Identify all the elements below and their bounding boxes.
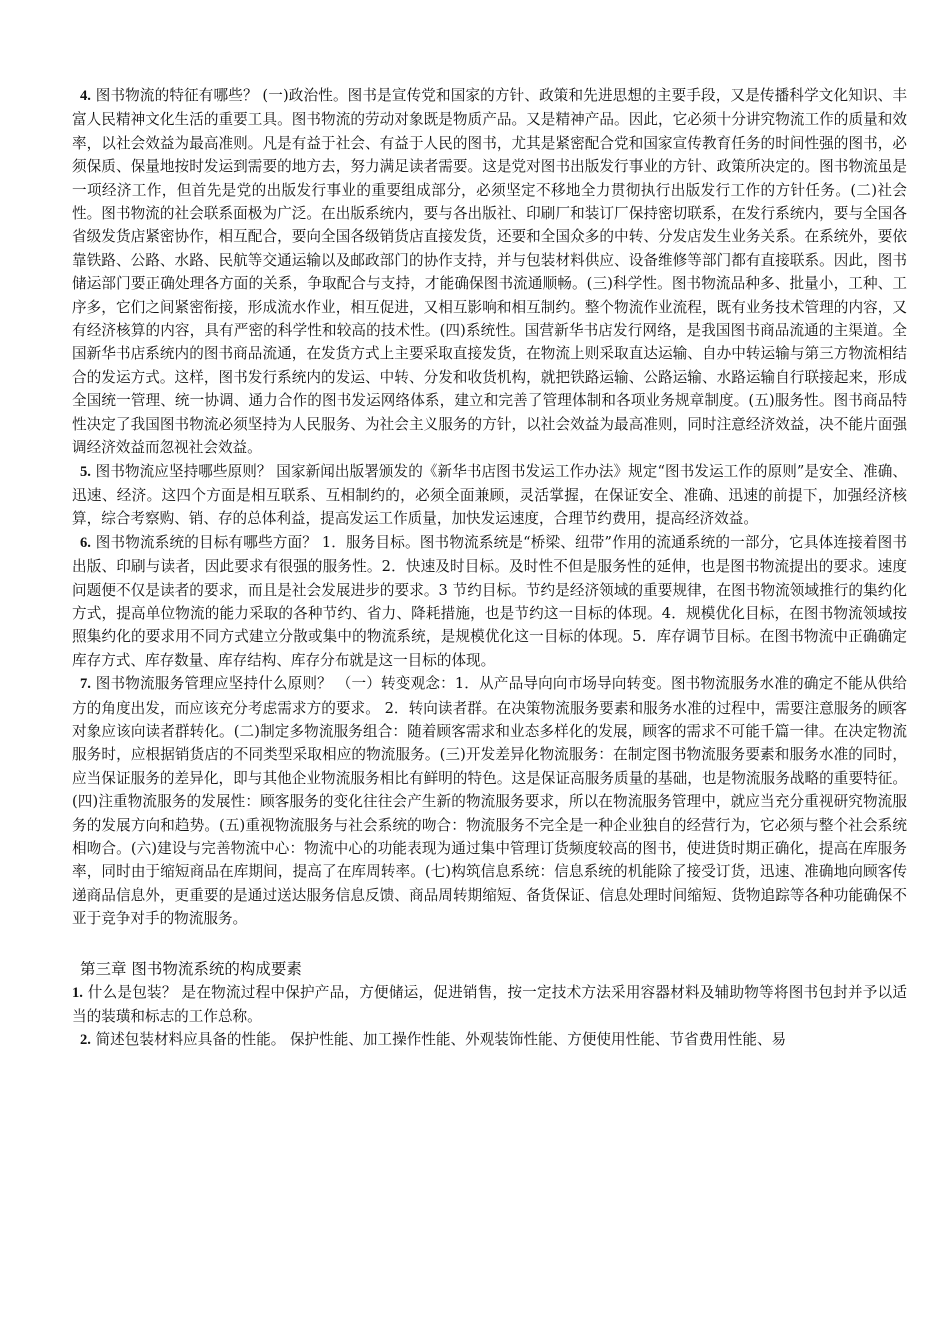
- question-text: 简述包装材料应具备的性能。 保护性能、加工操作性能、外观装饰性能、方便使用性能、节省费用性能、易: [90, 1031, 787, 1049]
- chapter-question-2: [72, 1028, 907, 1052]
- chapter-question-1: [72, 981, 907, 1029]
- question-number: 2.: [80, 1032, 91, 1049]
- question-number: 7.: [80, 676, 91, 693]
- document-page: [72, 84, 907, 1053]
- question-text: 图书物流的特征有哪些？ (一)政治性。图书是宣传党和国家的方针、政策和先进思想的主要手段，又是传播科学文化知识、丰富人民精神文化生活的重要工具。图书物流的劳动对象既是物质产品。又是精神产品。因此，它必须十分讲究物流工作的质量和效率，以社会效益为最高准则。凡是有益于社会、有益于人民的图书，尤其是紧密配合党和国家宣传教育任务的时间性强的图书，必须保质、保量地按时发运到需要的地方去，努力满足读者需要。这是党对图书出版发行事业的方针、政策所决定的。图书物流虽是一项经济工作，但首先是党的出版发行事业的重要组成部分，必须坚定不移地全力贯彻执行出版发行工作的方针任务。(二)社会性。图书物流的社会联系面极为广泛。在出版系统内，要与各出版社、印刷厂和装订厂保持密切联系，在发行系统内，要与全国各省级发货店紧密协作，相互配合，要向全国各级销货店直接发货，还要和全国众多的中转、分发店发生业务关系。在系统外，要依靠铁路、公路、水路、民航等交通运输以及邮政部门的协作支持，并与包装材料供应、设备维修等部门都有直接联系。因此，图书储运部门要正确处理各方面的关系，争取配合与支持，才能确保图书流通顺畅。(三)科学性。图书物流品种多、批量小，工种、工序多，它们之间紧密衔接，形成流水作业，相互促进，又相互影响和相互制约。整个物流作业流程，既有业务技术管理的内容，又有经济核算的内容，具有严密的科学性和较高的技术性。(四)系统性。国营新华书店发行网络，是我国图书商品流通的主渠道。全国新华书店系统内的图书商品流通，在发货方式上主要采取直接发货，在物流上则采取直达运输、自办中转运输与第三方物流相结合的发运方式。这样，图书发行系统内的发运、中转、分发和收货机构，就把铁路运输、公路运输、水路运输自行联接起来，形成全国统一管理、统一协调、通力合作的图书发运网络体系，建立和完善了管理体制和各项业务规章制度。(五)服务性。图书商品特性决定了我国图书物流必须坚持为人民服务、为社会主义服务的方针，以社会效益为最高准则，同时注意经济效益，决不能片面强调经济效益而忽视社会效益。: [72, 87, 907, 457]
- question-text: 图书物流系统的目标有哪些方面？ 1．服务目标。图书物流系统是“桥梁、纽带”作用的流通系统的一部分，它具体连接着图书出版、印刷与读者，因此要求有很强的服务性。2．快速及时目标。及时性不但是服务性的延伸，也是图书物流提出的要求。速度问题便不仅是读者的要求，而且是社会发展进步的要求。3 节约目标。节约是经济领域的重要规律，在图书物流领域推行的集约化方式，提高单位物流的能力采取的各种节约、省力、降耗措施，也是节约这一目标的体现。4．规模优化目标，在图书物流领域按照集约化的要求用不同方式建立分散或集中的物流系统，是规模优化这一目标的体现。5．库存调节目标。在图书物流中正确确定库存方式、库存数量、库存结构、库存分布就是这一目标的体现。: [72, 533, 907, 669]
- question-7: [72, 672, 907, 930]
- question-6: [72, 531, 907, 672]
- question-text: 什么是包装？ 是在物流过程中保护产品，方便储运，促进销售，按一定技术方法采用容器材料及辅助物等将图书包封并予以适当的装璜和标志的工作总称。: [72, 983, 907, 1026]
- question-number: 5.: [80, 463, 91, 480]
- chapter-title: 第三章 图书物流系统的构成要素: [80, 959, 302, 978]
- question-number: 4.: [80, 88, 91, 104]
- question-number: 6.: [80, 534, 91, 551]
- question-number: 1.: [72, 984, 83, 1001]
- question-text: 图书物流应坚持哪些原则？ 国家新闻出版署颁发的《新华书店图书发运工作办法》规定“图书发运工作的原则”是安全、准确、迅速、经济。这四个方面是相互联系、互相制约的，必须全面兼顾，灵活掌握，在保证安全、准确、迅速的前提下，加强经济核算，综合考察购、销、存的总体利益，提高发运工作质量，加快发运速度，合理节约费用，提高经济效益。: [72, 462, 907, 528]
- question-4: [72, 84, 907, 460]
- question-text: 图书物流服务管理应坚持什么原则？ （一）转变观念：1．从产品导向向市场导向转变。图书物流服务水准的确定不能从供给方的角度出发，而应该充分考虑需求方的要求。 2．转向读者群。在决策物流服务要素和服务水准的过程中，需要注意服务的顾客对象应该向读者群转化。(二)制定多物流服务组合：随着顾客需求和业态多样化的发展，顾客的需求不可能千篇一律。在决定物流服务时，应根据销货店的不同类型采取相应的物流服务。(三)开发差异化物流服务：在制定图书物流服务要素和服务水准的同时，应当保证服务的差异化，即与其他企业物流服务相比有鲜明的特色。这是保证高服务质量的基础，也是物流服务战略的重要特征。(四)注重物流服务的发展性：顾客服务的变化往往会产生新的物流服务要求，所以在物流服务管理中，就应当充分重视研究物流服务的发展方向和趋势。(五)重视物流服务与社会系统的吻合：物流服务不完全是一种企业独自的经营行为，它必须与整个社会系统相吻合。(六)建设与完善物流中心：物流中心的功能表现为通过集中管理订货频度较高的图书，使进货时期正确化，提高在库服务率，同时由于缩短商品在库期间，提高了在库周转率。(七)构筑信息系统：信息系统的机能除了接受订货，迅速、准确地向顾客传递商品信息外，更重要的是通过送达服务信息反馈、商品周转期缩短、备货保证、信息处理时间缩短、货物追踪等各种功能确保不亚于竞争对手的物流服务。: [72, 675, 907, 928]
- question-5: [72, 460, 907, 531]
